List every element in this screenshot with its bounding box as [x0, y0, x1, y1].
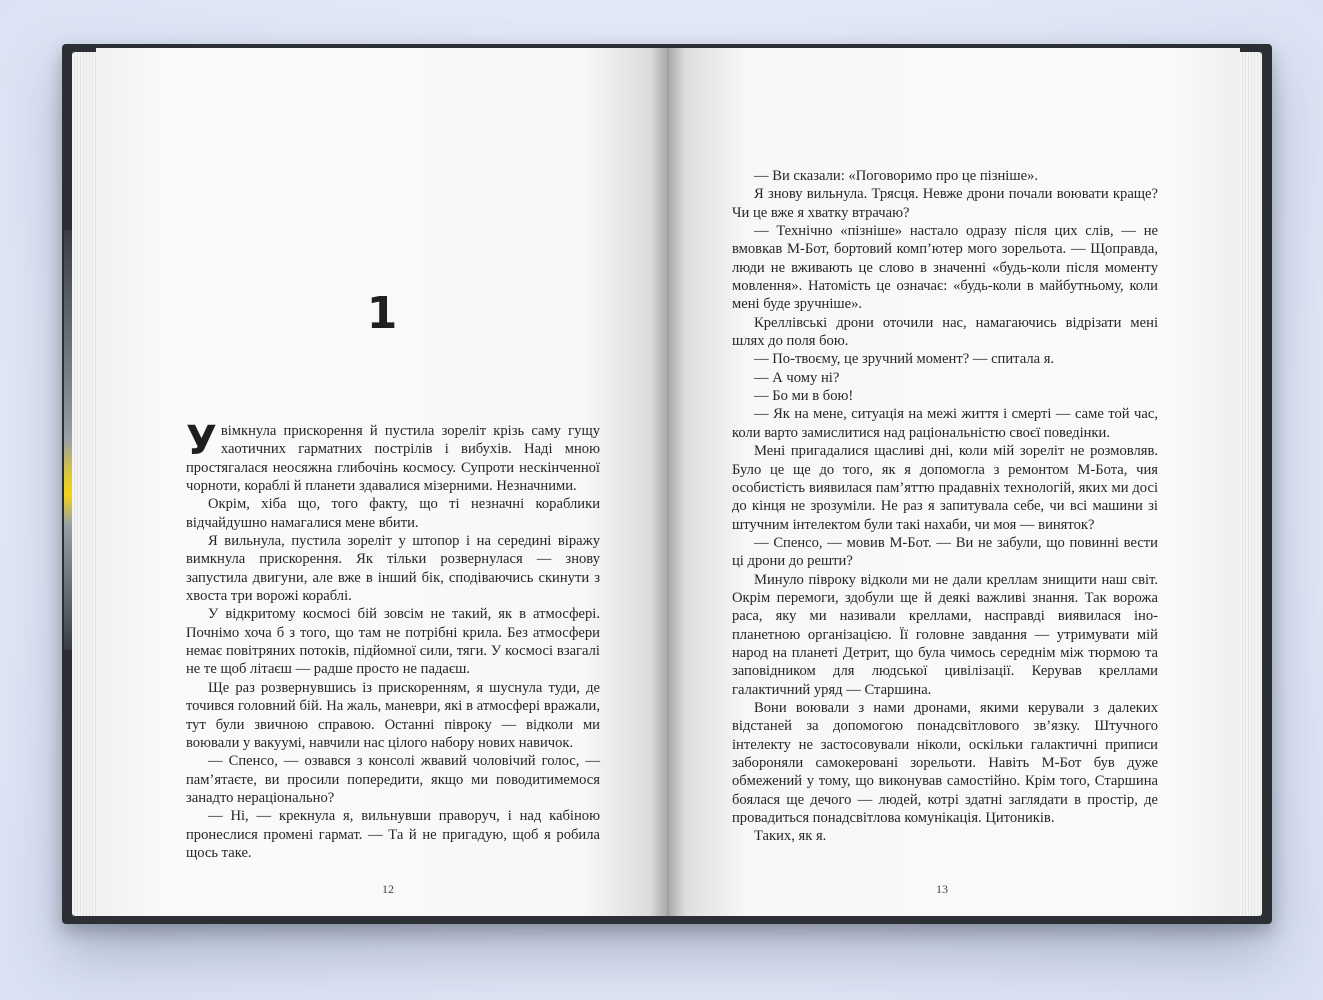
paragraph: Таких, як я.	[754, 828, 827, 845]
paragraph: Я вильнула, пустила зореліт у штопор і на середині віражу вимкнула прискорення. Як тільки розвернулася — знову запустила двигуни, але вже в інший бік, сподіваючись скинути з хвоста три ворожі кораблі.	[186, 533, 600, 605]
paragraph: У відкритому космосі бій зовсім не такий, як в атмосфері. Почнімо хоча б з того, що там не потрібні крила. Без атмосфери немає повітряних потоків, підйомної сили, тяги. У космосі взагалі не те щоб літаєш — радше просто не падаєш.	[186, 606, 600, 678]
paragraph: — Ні, — крекнула я, вильнувши праворуч, і над кабіною пронеслися промені гармат. — Та й не пригадую, щоб я робила щось таке.	[186, 808, 600, 861]
left-page	[96, 48, 668, 916]
paragraph: Креллівські дрони оточили нас, намагаючись відрізати мені шлях до поля бою.	[732, 314, 1158, 350]
drop-cap: У	[186, 418, 217, 464]
paragraph: Ще раз розвернувшись із прискоренням, я шуснула туди, де точився головний бій. На жаль, маневри, які в атмосфері вражали, тут були звичною справою. Останні півроку — відколи ми воювали у вакуумі, навчили нас цілого набору нових навичок.	[186, 679, 600, 751]
paragraph: — По-твоєму, це зручний момент? — спитала я.	[754, 351, 1055, 368]
paragraph: Окрім, хіба що, того факту, що ті незначні кораблики відчайдушно намагалися мене вбити.	[186, 496, 600, 531]
paragraph	[186, 418, 600, 495]
right-page	[668, 48, 1240, 916]
page-number: 12	[382, 882, 394, 896]
paragraph-text: вімкнула прискорення й пустила зореліт крізь саму гущу хаотичних гарматних пострілів і вибухів. Наді мною простягалася неосяжна глибочінь космосу. Супроти нескінченної чорноти, кораблі й планети здавалися мізерними. Незначними.	[186, 423, 600, 495]
left-page-text	[186, 418, 600, 862]
page-number: 13	[936, 882, 948, 896]
paragraph: — Спенсо, — мовив М-Бот. — Ви не забули, що повинні вести ці дрони до решти?	[732, 534, 1158, 570]
paragraph: Минуло півроку відколи ми не дали креллам знищити наш світ. Окрім перемоги, здобули ще й деякі важливі знання. Так ворожа раса, яку ми називали креллами, насправді виявилася іно-планетною організацією. Її головне завдання — утримувати мій народ на планеті Детрит, що була чимось середнім між тюрмою та заповідником для людської цивілізації. Керував креллами галактичний уряд — Старшина.	[732, 571, 1158, 698]
paragraph: Вони воювали з нами дронами, якими керували з далеких відстаней за допомогою понадсвітлового зв’язку. Штучного інтелекту не застосовували ніколи, оскільки галактичні приписи забороняли самокеровані зорельоти. Навіть М-Бот був дуже обмежений у тому, що виконував самостійно. Крім того, Старшина боялася ще дечого — людей, котрі здатні заглядати в простір, де провадиться понадсвітлова комунікація. Цитоників.	[732, 699, 1158, 827]
paragraph: — Ви сказали: «Поговоримо про це пізніше».	[754, 168, 1038, 184]
paragraph: Я знову вильнула. Трясця. Невже дрони почали воювати краще? Чи це вже я хватку втрачаю?	[732, 186, 1158, 221]
paragraph: — Технічно «пізніше» настало одразу після цих слів, — не вмовкав М-Бот, бортовий комп’ютер мого зорельота. — Щоправда, люди не вживають це слово в значенні «будь-коли після моменту мовлення». Натомість це означає: «будь-коли в майбутньому, коли мені буде зручніше».	[732, 223, 1158, 313]
paragraph: — Спенсо, — озвався з консолі жвавий чоловічий голос, — пам’ятаєте, ви просили попередити, якщо ми поводитимемося занадто нераціонально?	[186, 753, 600, 806]
paragraph: — А чому ні?	[754, 369, 840, 386]
paragraph: — Як на мене, ситуація на межі життя і смерті — саме той час, коли варто замислитися над раціональністю своєї поведінки.	[732, 406, 1158, 441]
chapter-number: 1	[366, 288, 398, 339]
paragraph: — Бо ми в бою!	[754, 388, 854, 405]
right-page-text	[732, 167, 1158, 846]
paragraph: Мені пригадалися щасливі дні, коли мій зореліт не розмовляв. Було це ще до того, як я допомогла з ремонтом М-Бота, чия особистість виявилася пам’яттю прадавніх технологій, яких ми досі до кінця не зрозуміли. Не раз я запитувала себе, чи всі машини зі штучним інтелектом були такі нахаби, чи моя — виняток?	[732, 443, 1158, 533]
